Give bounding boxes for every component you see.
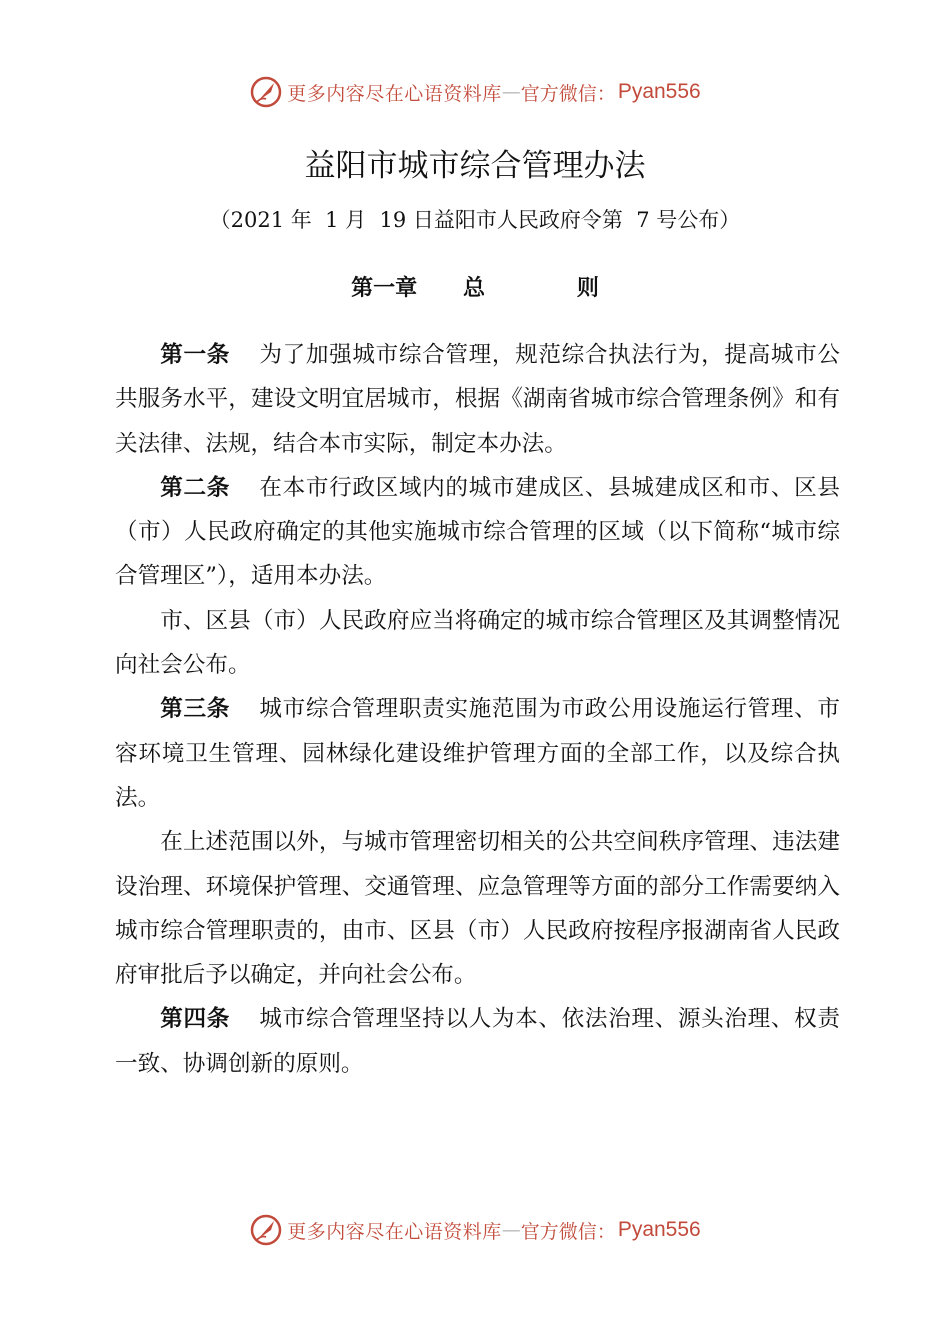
watermark-top [0,72,950,112]
document-title: 益阳市城市综合管理办法 [304,148,646,184]
paragraph-text: 为了加强城市综合管理，规范综合执法行为，提高城市公共服务水平，建设文明宜居城市，根据《湖南省城市综合管理条例》和有关法律、法规，结合本市实际，制定本办法。 [115,342,841,457]
watermark-text: 更多内容尽在心语资料库 [287,1220,502,1243]
paragraph [115,599,840,688]
chapter-heading: 第一章 总 则 [351,276,599,301]
article-number: 第二条 [160,474,230,501]
watermark-separator: — [501,81,521,103]
document-body [115,333,840,1086]
paragraph [115,687,840,820]
quill-logo-icon [249,75,283,109]
paragraph-text: 在本市行政区域内的城市建成区、县城建成区和市、区县（市）人民政府确定的其他实施城市综合管理的区域（以下简称“城市综合管理区”），适用本办法。 [115,474,841,590]
watermark-label: 官方微信： [520,1220,616,1243]
paragraph [115,997,840,1086]
paragraph-text: 在上述范围以外，与城市管理密切相关的公共空间秩序管理、违法建设治理、环境保护管理、交通管理、应急管理等方面的部分工作需要纳入城市综合管理职责的，由市、区县（市）人民政府按程序报湖南省人民政府审批后予以确定，并向社会公布。 [115,829,840,989]
article-number: 第一条 [160,342,230,368]
quill-logo-icon [249,1213,283,1247]
watermark-wechat-id: Pyan556 [617,80,701,103]
watermark-separator: — [501,1219,521,1241]
paragraph [115,466,840,599]
paragraph-text: 城市综合管理坚持以人为本、依法治理、源头治理、权责一致、协调创新的原则。 [115,1006,841,1077]
paragraph-text: 市、区县（市）人民政府应当将确定的城市综合管理区及其调整情况向社会公布。 [115,607,840,679]
paragraph [115,333,840,466]
watermark-text: 更多内容尽在心语资料库 [287,82,502,105]
article-number: 第四条 [160,1006,230,1033]
paragraph-text: 城市综合管理职责实施范围为市政公用设施运行管理、市容环境卫生管理、园林绿化建设维护管理方面的全部工作，以及综合执法。 [115,696,841,811]
document-subtitle: （2021 年 1 月 19 日益阳市人民政府令第 7 号公布） [209,208,741,232]
watermark-wechat-id: Pyan556 [617,1218,701,1241]
watermark-bottom [0,1210,950,1250]
watermark-label: 官方微信： [520,82,616,105]
paragraph [115,820,840,997]
article-number: 第三条 [160,696,230,723]
